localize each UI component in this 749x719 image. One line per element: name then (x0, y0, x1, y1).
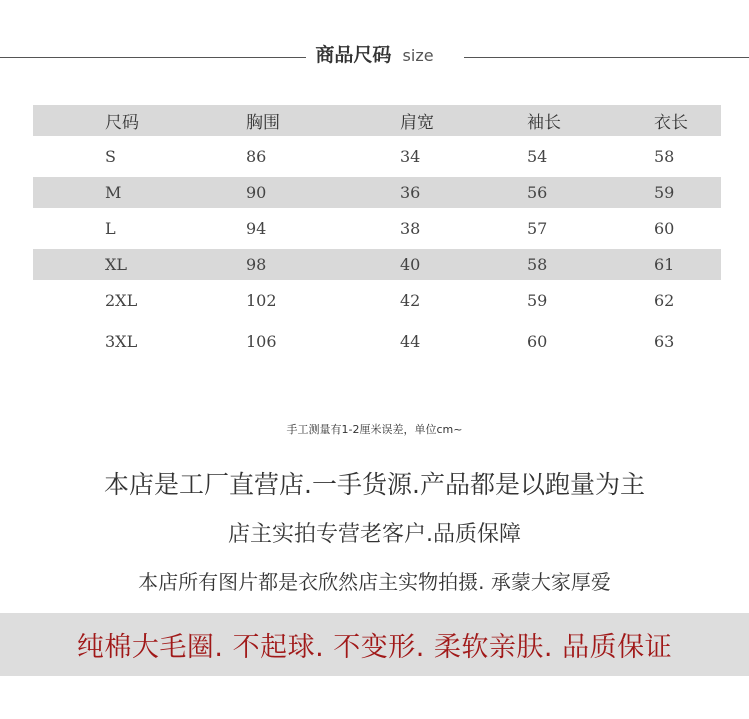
cell-size: XL (105, 255, 128, 274)
feature-banner-text: 纯棉大毛圈. 不起球. 不变形. 柔软亲肤. 品质保证 (76, 632, 673, 663)
cell-size: S (105, 147, 116, 166)
table-row (33, 136, 721, 177)
cell-length: 58 (654, 147, 675, 166)
header-length: 衣长 (654, 113, 688, 133)
cell-sleeve: 60 (527, 332, 548, 351)
feature-banner (0, 613, 749, 676)
cell-shoulder: 44 (400, 332, 421, 351)
title-english: size (402, 46, 434, 65)
cell-shoulder: 40 (400, 255, 421, 274)
cell-chest: 102 (246, 291, 277, 310)
header-shoulder: 肩宽 (400, 113, 434, 133)
table-row (33, 321, 721, 362)
header-chest: 胸围 (246, 113, 280, 133)
cell-sleeve: 57 (527, 219, 548, 238)
table-header-row (33, 105, 721, 136)
cell-shoulder: 34 (400, 147, 421, 166)
cell-length: 62 (654, 291, 675, 310)
cell-size: L (105, 219, 116, 238)
title-chinese: 商品尺码 (315, 44, 392, 66)
cell-size: M (105, 183, 122, 202)
cell-size: 2XL (105, 291, 138, 310)
table-row (33, 177, 721, 208)
cell-shoulder: 36 (400, 183, 421, 202)
promo-line-photos: 本店所有图片都是衣欣然店主实物拍摄. 承蒙大家厚爱 (138, 570, 611, 594)
cell-shoulder: 38 (400, 219, 421, 238)
table-row (33, 280, 721, 321)
cell-size: 3XL (105, 332, 138, 351)
measurement-note: 手工测量有1-2厘米误差，单位cm~ (286, 423, 463, 436)
cell-chest: 94 (246, 219, 267, 238)
promo-line-quality: 店主实拍专营老客户.品质保障 (228, 522, 521, 547)
table-row (33, 249, 721, 280)
cell-sleeve: 59 (527, 291, 548, 310)
cell-length: 63 (654, 332, 675, 351)
cell-sleeve: 56 (527, 183, 548, 202)
cell-length: 60 (654, 219, 675, 238)
cell-chest: 86 (246, 147, 267, 166)
size-table (33, 105, 721, 362)
cell-sleeve: 54 (527, 147, 548, 166)
cell-length: 59 (654, 183, 675, 202)
table-row (33, 208, 721, 249)
page-title (0, 40, 749, 67)
cell-chest: 98 (246, 255, 267, 274)
header-size: 尺码 (105, 113, 139, 133)
cell-sleeve: 58 (527, 255, 548, 274)
cell-length: 61 (654, 255, 675, 274)
promo-line-factory: 本店是工厂直营店.一手货源.产品都是以跑量为主 (104, 470, 645, 499)
cell-chest: 106 (246, 332, 277, 351)
header-sleeve: 袖长 (527, 113, 561, 133)
cell-shoulder: 42 (400, 291, 421, 310)
cell-chest: 90 (246, 183, 267, 202)
